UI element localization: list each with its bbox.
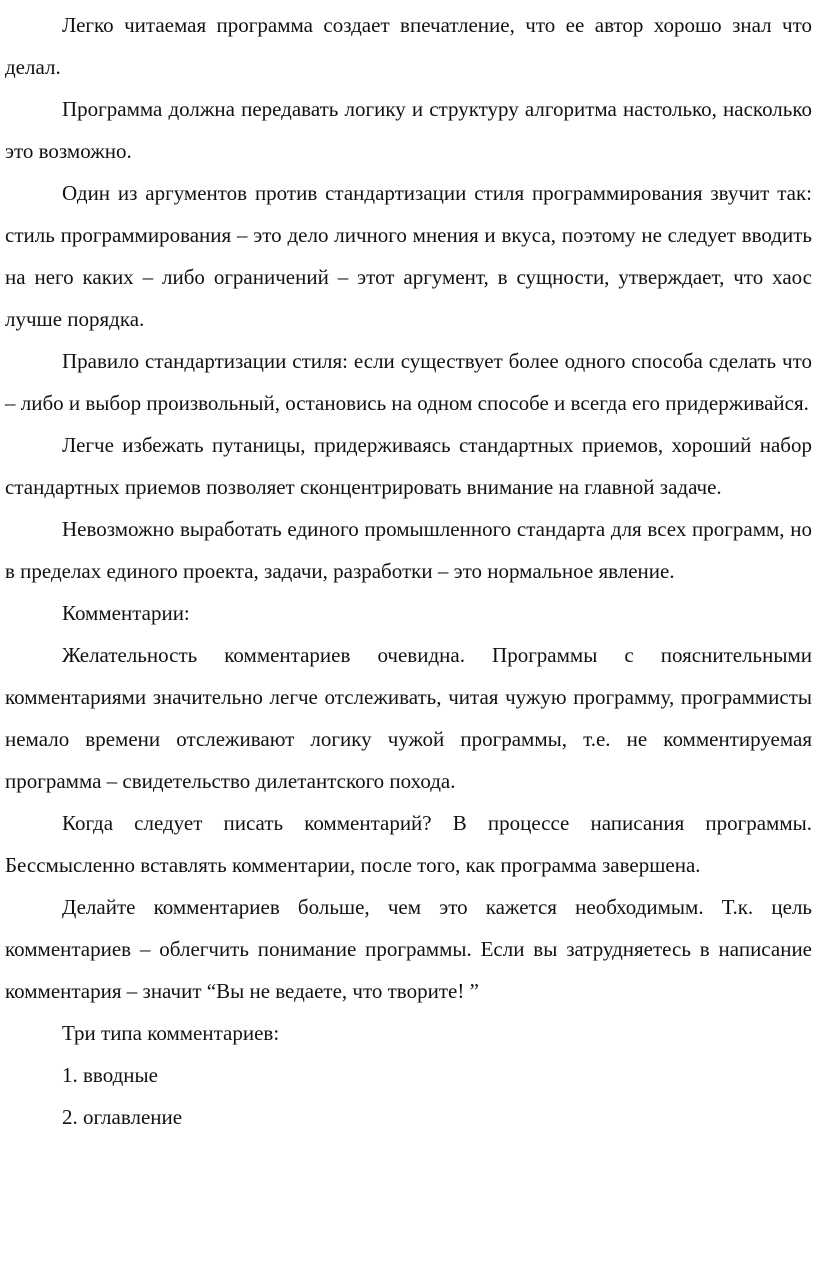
paragraph-style-argument: Один из аргументов против стандартизации стиля программирования звучит так: стиль программирования – это дело личного мнения и вкуса, поэтому не следует вводить на него каких – либо ограничений – этот аргумент, в сущности, утверждает, что хаос лучше порядка. [5, 181, 812, 331]
heading-comments: Комментарии: [62, 601, 190, 625]
list-item-table-of-contents: 2. оглавление [62, 1105, 183, 1129]
paragraph-readable-program: Легко читаемая программа создает впечатление, что ее автор хорошо знал что делал. [5, 13, 812, 79]
paragraph-standardization-rule: Правило стандартизации стиля: если существует более одного способа сделать что – либо и выбор произвольный, остановись на одном способе и всегда его придерживайся. [5, 349, 812, 415]
paragraph-comment-types: Три типа комментариев: [62, 1021, 280, 1045]
list-item-introductory: 1. вводные [62, 1063, 158, 1087]
paragraph-comments-desirability: Желательность комментариев очевидна. Программы с пояснительными комментариями значительно легче отслеживать, читая чужую программу, программисты немало времени отслеживают логику чужой программы, т.е. не комментируемая программа – свидетельство дилетантского похода. [5, 643, 812, 793]
paragraph-industrial-standard: Невозможно выработать единого промышленного стандарта для всех программ, но в пределах единого проекта, задачи, разработки – это нормальное явление. [5, 517, 812, 583]
paragraph-more-comments: Делайте комментариев больше, чем это кажется необходимым. Т.к. цель комментариев – облегчить понимание программы. Если вы затрудняетесь в написание комментария – значит “Вы не ведаете, что творите! ” [5, 895, 812, 1003]
paragraph-logic-structure: Программа должна передавать логику и структуру алгоритма настолько, насколько это возможно. [5, 97, 812, 163]
document-body [5, 4, 812, 1138]
paragraph-when-to-comment: Когда следует писать комментарий? В процессе написания программы. Бессмысленно вставлять комментарии, после того, как программа завершена. [5, 811, 812, 877]
paragraph-standard-techniques: Легче избежать путаницы, придерживаясь стандартных приемов, хороший набор стандартных приемов позволяет сконцентрировать внимание на главной задаче. [5, 433, 812, 499]
